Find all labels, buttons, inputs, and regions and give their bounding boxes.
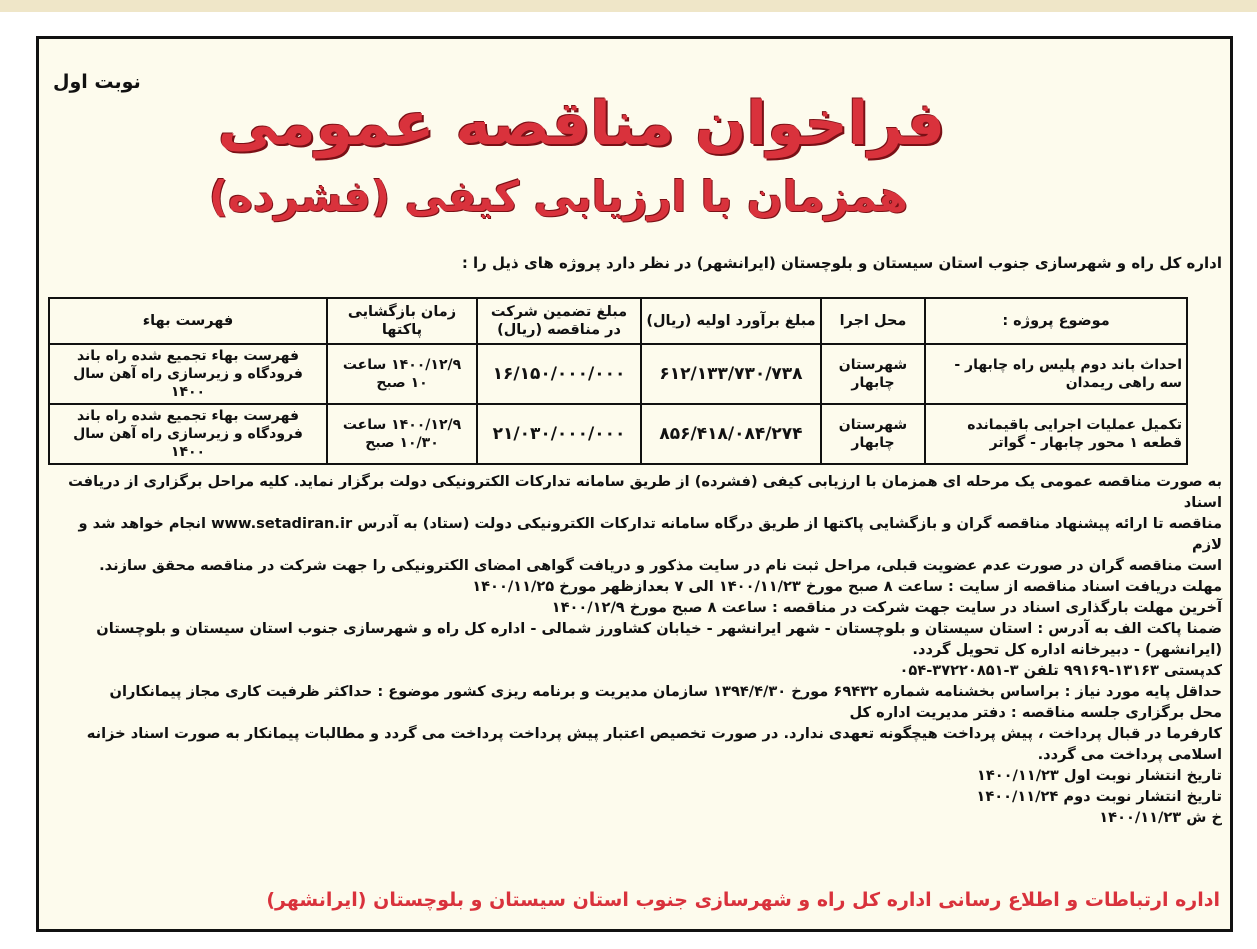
cell-opening: ۱۴۰۰/۱۲/۹ ساعت ۱۰ صبح xyxy=(327,344,477,404)
body-line: (ایرانشهر) - دبیرخانه اداره کل تحویل گردد. xyxy=(912,641,1222,658)
cell-opening: ۱۴۰۰/۱۲/۹ ساعت ۱۰/۳۰ صبح xyxy=(327,404,477,464)
header-guarantee: مبلغ تضمین شرکت در مناقصه (ریال) xyxy=(477,298,641,344)
main-title: فراخوان مناقصه عمومی xyxy=(217,89,945,159)
cell-estimate: ۶۱۲/۱۳۳/۷۳۰/۷۳۸ xyxy=(641,344,821,404)
body-line: خ ش ۱۴۰۰/۱۱/۲۳ xyxy=(1099,809,1222,826)
body-line: تاریخ انتشار نوبت اول ۱۴۰۰/۱۱/۲۳ xyxy=(976,767,1222,784)
projects-table xyxy=(48,297,1188,465)
table-row xyxy=(49,344,1187,404)
cell-estimate: ۸۵۶/۴۱۸/۰۸۴/۲۷۴ xyxy=(641,404,821,464)
header-estimate: مبلغ برآورد اولیه (ریال) xyxy=(641,298,821,344)
body-line: تاریخ انتشار نوبت دوم ۱۴۰۰/۱۱/۲۴ xyxy=(976,788,1222,805)
body-line: کارفرما در قبال پرداخت ، پیش پرداخت هیچگونه تعهدی ندارد. در صورت تخصیص اعتبار پیش پرداخت پرداخت می گردد و مطالبات پیمانکار به صورت اسناد خزانه xyxy=(86,725,1222,742)
cell-guarantee: ۱۶/۱۵۰/۰۰۰/۰۰۰ xyxy=(477,344,641,404)
body-text xyxy=(57,471,1222,828)
cell-location: شهرستان چابهار xyxy=(821,404,925,464)
body-line: محل برگزاری جلسه مناقصه : دفتر مدیریت اداره کل xyxy=(849,704,1222,721)
body-line: ضمنا پاکت الف به آدرس : استان سیستان و بلوچستان - شهر ایرانشهر - خیابان کشاورز شمالی - اداره کل راه و شهرسازی جنوب استان سیستان و بلوچستان xyxy=(96,620,1222,637)
cell-subject: تکمیل عملیات اجرایی باقیمانده قطعه ۱ محور چابهار - گواتر xyxy=(925,404,1187,464)
cell-price-list: فهرست بهاء تجمیع شده راه باند فرودگاه و زیرسازی راه آهن سال ۱۴۰۰ xyxy=(49,404,327,464)
round-label: نوبت اول xyxy=(53,71,141,93)
body-line: است مناقصه گران در صورت عدم عضویت قبلی، مراحل ثبت نام در سایت مذکور و دریافت گواهی امضای الکترونیکی را جهت شرکت در مناقصه محقق سازند. xyxy=(99,557,1222,574)
table-row xyxy=(49,404,1187,464)
body-line: اسلامی پرداخت می گردد. xyxy=(1037,746,1222,763)
cell-subject: احداث باند دوم پلیس راه چابهار - سه راهی ریمدان xyxy=(925,344,1187,404)
body-line: مناقصه تا ارائه پیشنهاد مناقصه گران و بازگشایی پاکتها از طریق درگاه سامانه تدارکات الکترونیکی دولت (ستاد) به آدرس www.setadiran.ir انجام خواهد شد و لازم xyxy=(78,515,1222,553)
cell-price-list: فهرست بهاء تجمیع شده راه باند فرودگاه و زیرسازی راه آهن سال ۱۴۰۰ xyxy=(49,344,327,404)
body-line: کدپستی ۱۳۱۶۳-۹۹۱۶۹ تلفن ۳-۳۷۲۲۰۸۵۱-۰۵۴ xyxy=(899,662,1222,679)
cell-location: شهرستان چابهار xyxy=(821,344,925,404)
footer-text: اداره ارتباطات و اطلاع رسانی اداره کل راه و شهرسازی جنوب استان سیستان و بلوچستان (ایرانشهر) xyxy=(266,889,1220,911)
cell-guarantee: ۲۱/۰۳۰/۰۰۰/۰۰۰ xyxy=(477,404,641,464)
body-line: به صورت مناقصه عمومی یک مرحله ای همزمان با ارزیابی کیفی (فشرده) از طریق سامانه تدارکات الکترونیکی دولت برگزار نماید. کلیه مراحل برگزاری از دریافت اسناد xyxy=(68,473,1222,511)
intro-text: اداره کل راه و شهرسازی جنوب استان سیستان و بلوچستان (ایرانشهر) در نظر دارد پروژه های ذیل را : xyxy=(461,254,1222,272)
top-strip xyxy=(0,0,1257,12)
body-line: حداقل پایه مورد نیاز : براساس بخشنامه شماره ۶۹۴۳۲ مورخ ۱۳۹۴/۴/۳۰ سازمان مدیریت و برنامه ریزی کشور موضوع : حداکثر ظرفیت کاری مجاز پیمانکاران xyxy=(109,683,1222,700)
tender-advertisement xyxy=(36,36,1233,932)
header-price-list: فهرست بهاء xyxy=(49,298,327,344)
body-line: مهلت دریافت اسناد مناقصه از سایت : ساعت ۸ صبح مورخ ۱۴۰۰/۱۱/۲۳ الی ۷ بعدازظهر مورخ ۱۴۰۰/۱۱/۲۵ xyxy=(472,578,1222,595)
table-header-row xyxy=(49,298,1187,344)
header-opening: زمان بازگشایی پاکتها xyxy=(327,298,477,344)
header-subject: موضوع پروژه : xyxy=(925,298,1187,344)
header-location: محل اجرا xyxy=(821,298,925,344)
body-line: آخرین مهلت بارگذاری اسناد در سایت جهت شرکت در مناقصه : ساعت ۸ صبح مورخ ۱۴۰۰/۱۲/۹ xyxy=(551,599,1222,616)
sub-title: همزمان با ارزیابی کیفی (فشرده) xyxy=(208,172,908,221)
